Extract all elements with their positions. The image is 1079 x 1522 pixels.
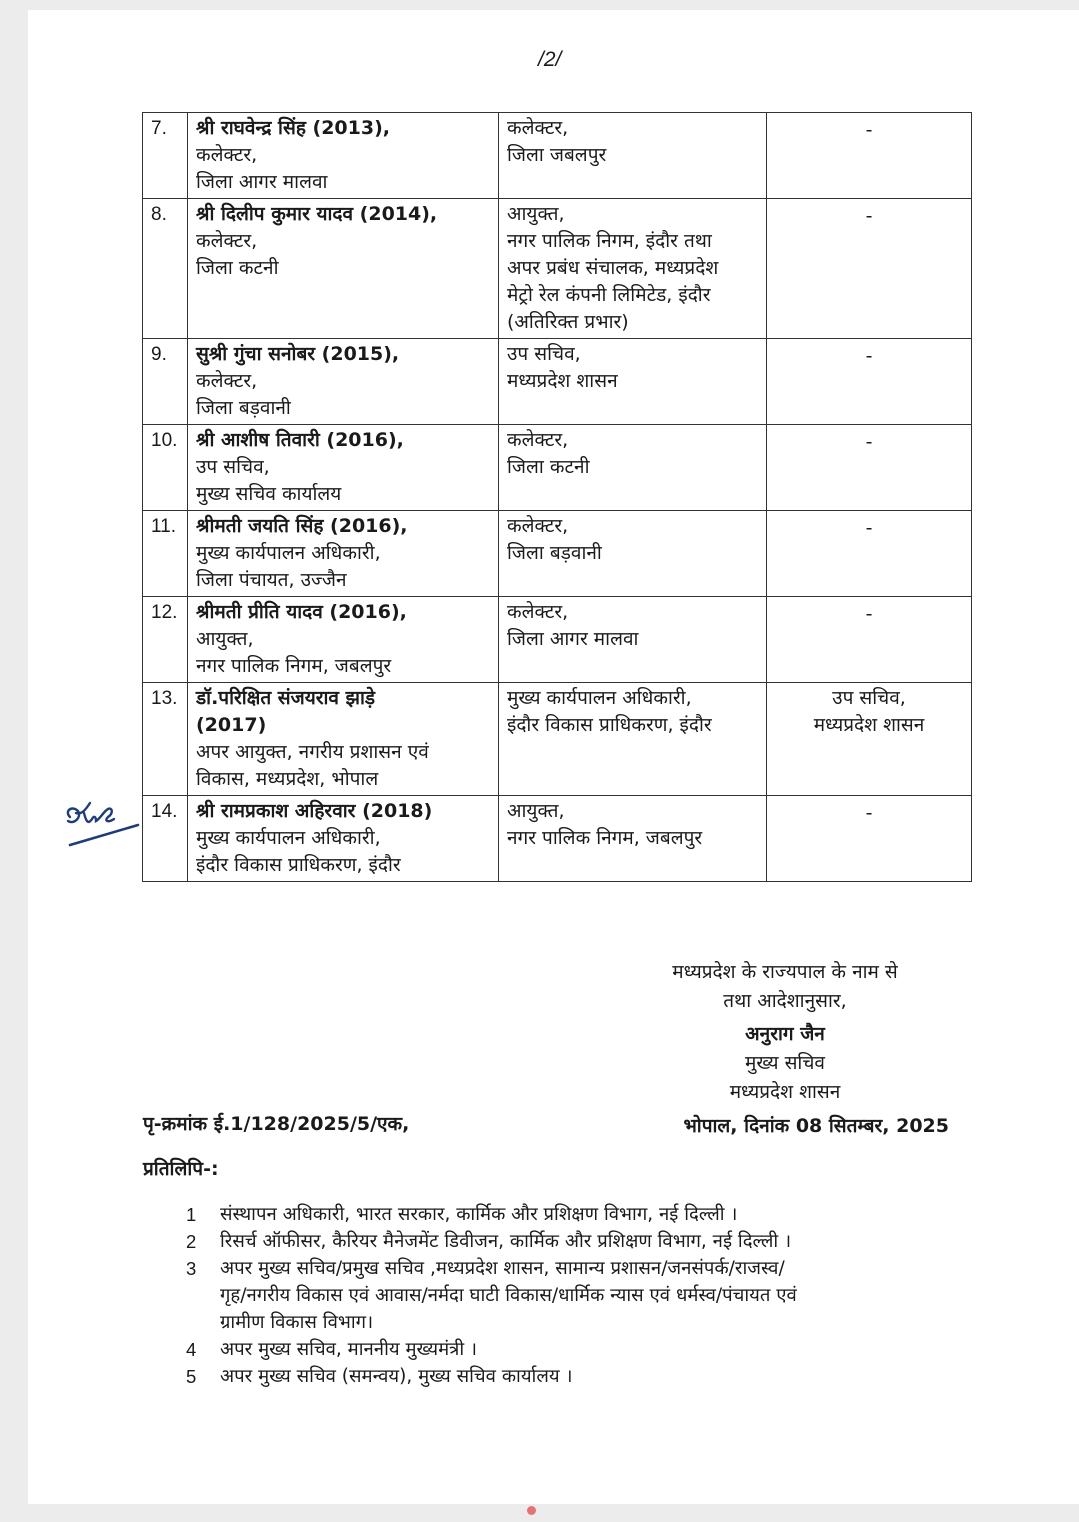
- new-posting-line: अपर प्रबंध संचालक, मध्यप्रदेश: [507, 257, 719, 279]
- copy-item-line: अपर मुख्य सचिव/प्रमुख सचिव ,मध्यप्रदेश शासन, सामान्य प्रशासन/जनसंपर्क/राजस्व/: [220, 1258, 785, 1279]
- serial-number: 13.: [143, 683, 188, 796]
- officer-current-posting: [188, 339, 499, 425]
- officer-name: श्री राघवेन्द्र सिंह (2013),: [196, 117, 390, 139]
- copy-item-number: 2: [186, 1231, 197, 1252]
- serial-number: 11.: [143, 511, 188, 597]
- current-posting-line: जिला बड़वानी: [196, 397, 291, 419]
- new-posting: [499, 199, 767, 339]
- table-row: [143, 683, 972, 796]
- copy-item-text: [220, 1255, 946, 1336]
- officer-name: सुश्री गुंचा सनोबर (2015),: [196, 343, 400, 365]
- copy-heading: प्रतिलिपि-:: [143, 1158, 219, 1180]
- copy-list-item: [186, 1228, 946, 1255]
- officer-name: श्रीमती प्रीति यादव (2016),: [196, 601, 407, 623]
- current-posting-line: इंदौर विकास प्राधिकरण, इंदौर: [196, 854, 401, 876]
- current-posting-line: नगर पालिक निगम, जबलपुर: [196, 655, 392, 677]
- remarks-line: -: [865, 517, 873, 539]
- table-row: [143, 339, 972, 425]
- current-posting-line: आयुक्त,: [196, 628, 254, 650]
- remarks: [767, 339, 972, 425]
- new-posting: [499, 339, 767, 425]
- page-indicator-dot: [527, 1506, 536, 1515]
- current-posting-line: मुख्य कार्यपालन अधिकारी,: [196, 827, 381, 849]
- new-posting-line: कलेक्टर,: [507, 117, 569, 139]
- new-posting-line: इंदौर विकास प्राधिकरण, इंदौर: [507, 714, 712, 736]
- remarks: [767, 683, 972, 796]
- copy-item-line: संस्थापन अधिकारी, भारत सरकार, कार्मिक और प्रशिक्षण विभाग, नई दिल्ली ।: [220, 1204, 738, 1225]
- new-posting: [499, 683, 767, 796]
- copy-list-item: [186, 1201, 946, 1228]
- new-posting: [499, 425, 767, 511]
- current-posting-line: कलेक्टर,: [196, 230, 258, 252]
- remarks: [767, 511, 972, 597]
- copy-item-line: रिसर्च ऑफीसर, कैरियर मैनेजमेंट डिवीजन, कार्मिक और प्रशिक्षण विभाग, नई दिल्ली ।: [220, 1231, 792, 1252]
- new-posting-line: आयुक्त,: [507, 800, 565, 822]
- officer-name: श्रीमती जयति सिंह (2016),: [196, 515, 408, 537]
- remarks: [767, 796, 972, 882]
- serial-number: 10.: [143, 425, 188, 511]
- current-posting-line: जिला कटनी: [196, 257, 279, 279]
- serial-number: 7.: [143, 113, 188, 199]
- new-posting-line: (अतिरिक्त प्रभार): [507, 311, 629, 333]
- new-posting-line: जिला बड़वानी: [507, 542, 602, 564]
- remarks: [767, 199, 972, 339]
- remarks-line: -: [865, 603, 873, 625]
- copy-list: [186, 1201, 946, 1390]
- current-posting-line: विकास, मध्यप्रदेश, भोपाल: [196, 768, 379, 790]
- copy-item-number: 4: [186, 1339, 197, 1360]
- new-posting-line: मुख्य कार्यपालन अधिकारी,: [507, 687, 692, 709]
- copy-item-line: अपर मुख्य सचिव, माननीय मुख्यमंत्री ।: [220, 1339, 478, 1360]
- new-posting-line: जिला जबलपुर: [507, 144, 607, 166]
- remarks-line: -: [865, 205, 873, 227]
- officer-batch: (2017): [196, 714, 267, 736]
- serial-number: 9.: [143, 339, 188, 425]
- copy-item-text: [220, 1228, 946, 1255]
- signatory-name: अनुराग जैन: [745, 1023, 825, 1045]
- officer-current-posting: [188, 113, 499, 199]
- new-posting: [499, 511, 767, 597]
- officer-name: श्री आशीष तिवारी (2016),: [196, 429, 404, 451]
- copy-item-line: ग्रामीण विकास विभाग।: [220, 1312, 374, 1333]
- remarks: [767, 113, 972, 199]
- page-number: /2/: [538, 48, 562, 71]
- table-row: [143, 597, 972, 683]
- remarks-line: -: [865, 119, 873, 141]
- table-row: [143, 425, 972, 511]
- new-posting-line: कलेक्टर,: [507, 601, 569, 623]
- new-posting-line: आयुक्त,: [507, 203, 565, 225]
- officer-current-posting: [188, 511, 499, 597]
- copy-item-text: [220, 1336, 946, 1363]
- transfer-table: [142, 112, 972, 882]
- table-row: [143, 199, 972, 339]
- signatory-office: मध्यप्रदेश शासन: [729, 1081, 841, 1103]
- remarks: [767, 597, 972, 683]
- officer-current-posting: [188, 796, 499, 882]
- current-posting-line: जिला पंचायत, उज्जैन: [196, 569, 347, 591]
- copy-list-item: [186, 1336, 946, 1363]
- officer-name: श्री दिलीप कुमार यादव (2014),: [196, 203, 438, 225]
- copy-item-number: 5: [186, 1366, 197, 1387]
- table-row: [143, 511, 972, 597]
- copy-item-number: 1: [186, 1204, 197, 1225]
- place-date: भोपाल, दिनांक 08 सितम्बर, 2025: [683, 1115, 949, 1137]
- officer-current-posting: [188, 597, 499, 683]
- new-posting-line: नगर पालिक निगम, इंदौर तथा: [507, 230, 712, 252]
- remarks-line: -: [865, 802, 873, 824]
- current-posting-line: कलेक्टर,: [196, 370, 258, 392]
- remarks-line: मध्यप्रदेश शासन: [813, 714, 925, 736]
- signatory-designation: मुख्य सचिव: [745, 1052, 825, 1074]
- copy-list-item: [186, 1255, 946, 1336]
- new-posting: [499, 796, 767, 882]
- new-posting: [499, 113, 767, 199]
- signature-block: [620, 958, 950, 1107]
- current-posting-line: जिला आगर मालवा: [196, 171, 328, 193]
- copy-item-line: गृह/नगरीय विकास एवं आवास/नर्मदा घाटी विकास/धार्मिक न्यास एवं धर्मस्व/पंचायत एवं: [220, 1285, 797, 1306]
- reference-number: पृ-क्रमांक ई.1/128/2025/5/एक,: [143, 1113, 410, 1135]
- authority-line: मध्यप्रदेश के राज्यपाल के नाम से: [672, 961, 898, 983]
- copy-list-item: [186, 1363, 946, 1390]
- new-posting-line: जिला कटनी: [507, 456, 590, 478]
- table-row: [143, 113, 972, 199]
- officer-current-posting: [188, 683, 499, 796]
- current-posting-line: मुख्य कार्यपालन अधिकारी,: [196, 542, 381, 564]
- copy-item-text: [220, 1363, 946, 1390]
- officer-name: डॉ.परिक्षित संजयराव झाड़े: [196, 687, 376, 709]
- remarks: [767, 425, 972, 511]
- copy-item-text: [220, 1201, 946, 1228]
- serial-number: 12.: [143, 597, 188, 683]
- remarks-line: -: [865, 431, 873, 453]
- serial-number: 14.: [143, 796, 188, 882]
- new-posting: [499, 597, 767, 683]
- new-posting-line: उप सचिव,: [507, 343, 581, 365]
- new-posting-line: कलेक्टर,: [507, 429, 569, 451]
- serial-number: 8.: [143, 199, 188, 339]
- current-posting-line: कलेक्टर,: [196, 144, 258, 166]
- current-posting-line: अपर आयुक्त, नगरीय प्रशासन एवं: [196, 741, 429, 763]
- handwritten-initials: [50, 785, 140, 855]
- officer-current-posting: [188, 425, 499, 511]
- new-posting-line: मेट्रो रेल कंपनी लिमिटेड, इंदौर: [507, 284, 711, 306]
- table-row: [143, 796, 972, 882]
- officer-current-posting: [188, 199, 499, 339]
- remarks-line: -: [865, 345, 873, 367]
- remarks-line: उप सचिव,: [832, 687, 906, 709]
- new-posting-line: जिला आगर मालवा: [507, 628, 639, 650]
- copy-item-line: अपर मुख्य सचिव (समन्वय), मुख्य सचिव कार्यालय ।: [220, 1366, 573, 1387]
- authority-line-2: तथा आदेशानुसार,: [723, 990, 847, 1012]
- current-posting-line: मुख्य सचिव कार्यालय: [196, 483, 342, 505]
- copy-item-number: 3: [186, 1258, 197, 1279]
- new-posting-line: कलेक्टर,: [507, 515, 569, 537]
- new-posting-line: मध्यप्रदेश शासन: [507, 370, 618, 392]
- officer-name: श्री रामप्रकाश अहिरवार (2018): [196, 800, 433, 822]
- new-posting-line: नगर पालिक निगम, जबलपुर: [507, 827, 703, 849]
- current-posting-line: उप सचिव,: [196, 456, 270, 478]
